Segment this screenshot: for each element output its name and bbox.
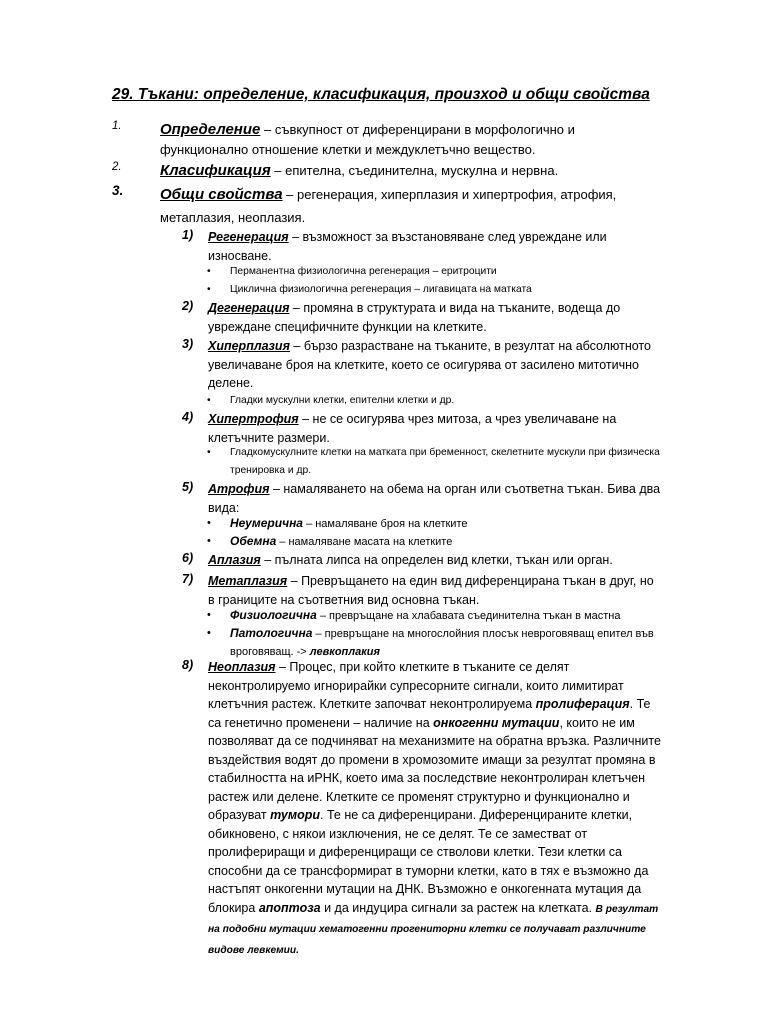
term: Определение [160,121,261,138]
bullet-text: – намаляване броя на клетките [302,518,468,530]
property-atrophy [182,480,662,517]
bullet-item [207,444,672,479]
list-item-classification [112,161,652,181]
property-description: – пълната липса на определен вид клетки, тъкан или орган. [260,553,613,567]
bullet-icon: • [207,266,211,277]
bullet-text: Гладки мускулни клетки, епителни клетки и др. [230,395,455,406]
term-description: – епителна, съединителна, мускулна и нервна. [270,163,559,178]
property-description: – намаляването на обема на орган или съответна тъкан. Бива два вида: [208,482,661,515]
term: Общи свойства [160,186,283,203]
term-description: – регенерация, хиперплазия и хипертрофия, атрофия, метаплазия, неоплазия. [160,187,617,225]
bullet-item [207,392,672,410]
bullet-icon: • [207,535,211,547]
property-metaplasia [182,572,662,609]
paragraph-text: . Те не са диференцирани. Диференцираните клетки, обикновено, с някои изключения, не се делят. Те се заместват от пролифериращи и диференциращи се стволови клетки. Тези клетки са способни да се трансформират в туморни клетки, като в тях е възможно да настъпят онкогенни мутации на ДНК. Възможно е онкогенната мутация да блокира [208,808,649,915]
property-degeneration [182,299,662,336]
property-number: 8) [182,658,194,672]
property-term: Неоплазия [208,660,276,674]
bullet-term: Физиологична [230,608,317,622]
bullet-text: Гладкомускулните клетки на матката при бременност, скелетните мускули при физическа тренировка и др. [230,447,660,476]
property-number: 1) [182,228,194,242]
property-description: – промяна в структурата и вида на тъканите, водеща до увреждане специфичните функции на клетките. [208,301,621,334]
paragraph-text: , които не им позволяват да се подчиняват на механизмите на обратна връзка. Различните въздействия водят до промени в хромозомите имащи за резултат промяна в стабилността на иРНК, което има за последствие неконтролиран клетъчен растеж или делене. Клетките се променят структурно и функционално и образуват [208,715,661,822]
property-term: Метаплазия [208,574,288,588]
bullet-icon: • [207,447,211,458]
bullet-term: Патологична [230,626,313,640]
property-hyperplasia [182,337,662,393]
property-number: 5) [182,480,194,494]
bullet-term: Обемна [230,534,277,548]
property-term: Атрофия [208,482,270,496]
bullet-icon: • [207,627,211,639]
property-aplasia [182,551,662,570]
paragraph-text: . Те са генетично променени – наличие на [208,697,651,730]
property-neoplasia [182,658,662,960]
list-item-definition [112,120,652,160]
property-term: Хиперплазия [208,339,290,353]
bullet-item [207,607,672,626]
property-hypertrophy [182,410,662,447]
term: Класификация [160,162,271,179]
item-number: 1. [112,120,122,132]
bullet-item [207,515,672,534]
paragraph-text: и да индуцира сигнали за растеж на клетката. [320,900,596,915]
property-description: – Превръщането на един вид диференцирана тъкан в друг, но в границите на съответния вид основна тъкан. [208,574,654,607]
property-term: Регенерация [208,230,289,244]
page-title: 29. Тъкани: определение, класификация, произход и общи свойства [112,86,650,103]
property-term: Дегенерация [208,301,290,315]
bullet-icon: • [207,284,211,295]
bullet-text: Циклична физиологична регенерация – лигавицата на матката [230,284,532,295]
property-description: – не се осигурява чрез митоза, а чрез увеличаване на клетъчните размери. [208,412,617,445]
property-description: – бързо разрастване на тъканите, в резултат на абсолютното увеличаване броя на клетките, което се осигурява от засилено митотично делене. [208,339,651,390]
emphasis: пролиферация [535,697,630,711]
leukemia-note: В резултат на подобни мутации хематогенни прогениторни клетки се получават различните видове левкемии. [208,903,659,956]
bullet-item [207,533,672,552]
property-term: Аплазия [208,553,261,567]
property-term: Хипертрофия [208,412,299,426]
property-regeneration [182,228,662,265]
bullet-item [207,625,672,661]
bullet-icon: • [207,517,211,529]
paragraph-text: – Процес, при който клетките в тъканите се делят неконтролируемо игнорирайки супресорните сигнали, които лимитират клетъчния растеж. Клетките започват неконтролируема [208,660,624,711]
bullet-item [207,263,672,281]
bullet-term: Неумерична [230,516,303,530]
property-number: 7) [182,572,194,586]
bullet-text: – превръщане на хлабавата съединителна тъкан в мастна [316,610,621,622]
bullet-emphasis: левкоплакия [309,645,381,658]
property-number: 6) [182,551,194,565]
bullet-icon: • [207,609,211,621]
item-number: 3. [112,183,124,198]
property-number: 3) [182,337,194,351]
property-number: 4) [182,410,194,424]
list-item-general-properties [112,183,652,229]
property-number: 2) [182,299,194,313]
bullet-item [207,281,672,299]
item-number: 2. [112,161,122,173]
emphasis: апоптоза [258,900,321,915]
property-description: – възможност за възстановяване след увреждане или износване. [208,230,607,263]
bullet-text: – превръщане на многослойния плосък невроговяващ епител във вроговяващ. -> [230,628,654,658]
emphasis: тумори [270,808,321,822]
emphasis: онкогенни мутации [433,715,560,730]
bullet-icon: • [207,395,211,406]
bullet-text: – намаляване масата на клетките [276,536,453,548]
bullet-text: Перманентна физиологична регенерация – еритроцити [230,266,497,277]
term-description: – съвкупност от диференцирани в морфологично и функционално отношение клетки и междуклетъчно вещество. [160,122,575,157]
